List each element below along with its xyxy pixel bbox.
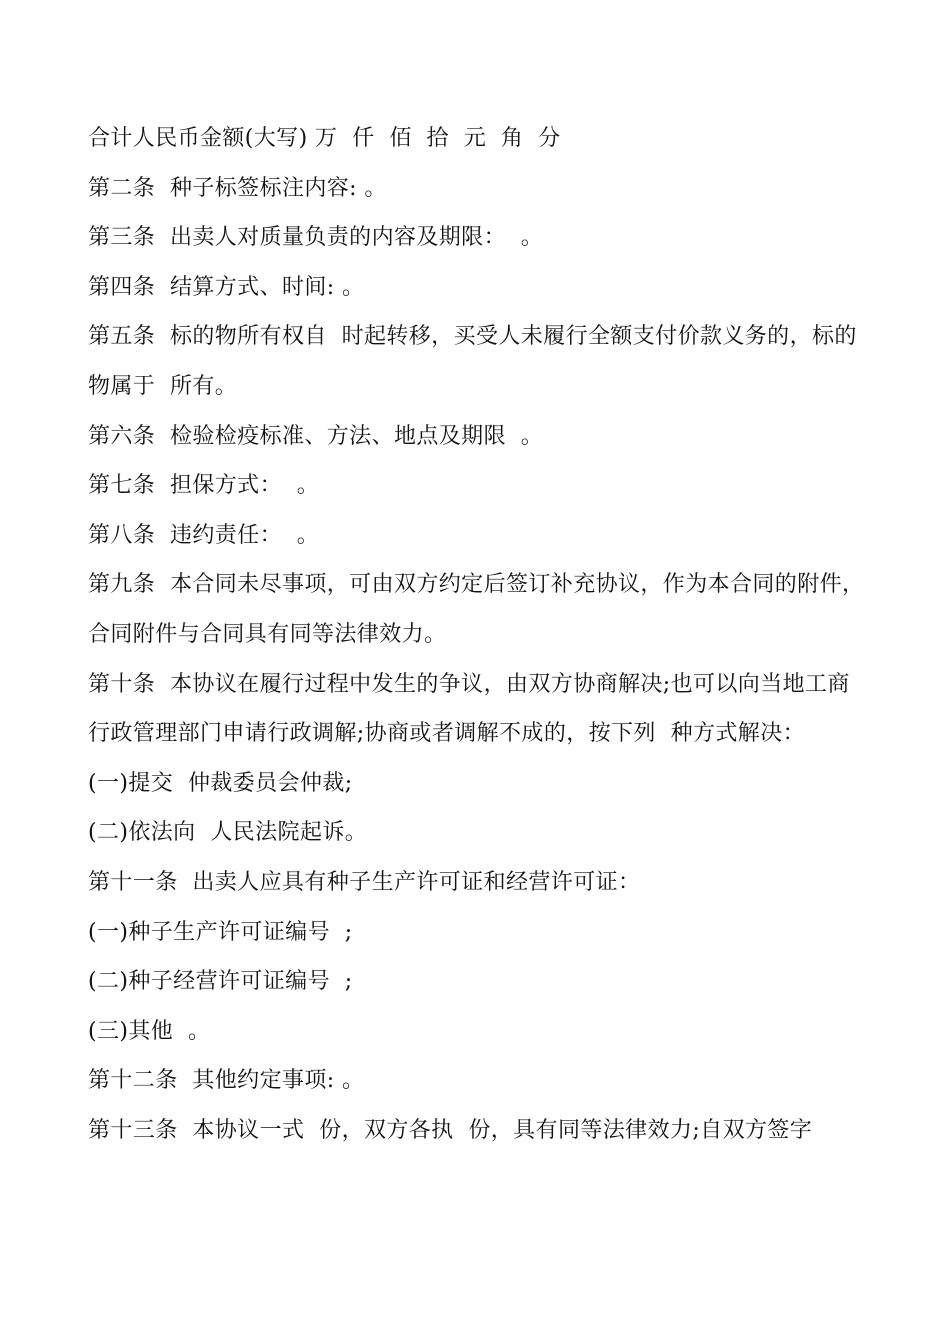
article-6: 第六条 检验检疫标准、方法、地点及期限 。	[88, 423, 544, 449]
document-body	[88, 114, 868, 1155]
article-9: 第九条 本合同未尽事项，可由双方约定后签订补充协议，作为本合同的附件，合同附件与合同具有同等法律效力。	[88, 572, 865, 647]
article-13: 第十三条 本协议一式 份，双方各执 份，具有同等法律效力;自双方签字	[88, 1117, 813, 1143]
article-12: 第十二条 其他约定事项: 。	[88, 1068, 365, 1094]
article-2: 第二条 种子标签标注内容: 。	[88, 175, 387, 201]
article-11-item-1: (一)种子生产许可证编号 ;	[88, 919, 353, 945]
article-10: 第十条 本协议在履行过程中发生的争议，由双方协商解决;也可以向当地工商行政管理部门申请行政调解;协商或者调解不成的，按下列 种方式解决：	[88, 671, 850, 747]
article-7: 第七条 担保方式： 。	[88, 473, 320, 499]
article-3: 第三条 出卖人对质量负责的内容及期限： 。	[88, 225, 544, 251]
article-10-option-1: (一)提交 仲裁委员会仲裁;	[88, 770, 353, 796]
article-11-item-3: (三)其他 。	[88, 1018, 211, 1044]
article-10-option-2: (二)依法向 人民法院起诉。	[88, 820, 368, 846]
article-5: 第五条 标的物所有权自 时起转移，买受人未履行全额支付价款义务的，标的物属于 所有。	[88, 324, 857, 399]
article-11: 第十一条 出卖人应具有种子生产许可证和经营许可证：	[88, 869, 641, 895]
article-4: 第四条 结算方式、时间: 。	[88, 274, 365, 300]
article-11-item-2: (二)种子经营许可证编号 ;	[88, 969, 353, 995]
article-8: 第八条 违约责任： 。	[88, 522, 320, 548]
total-amount-line: 合计人民币金额(大写) 万 仟 佰 拾 元 角 分	[88, 126, 561, 151]
